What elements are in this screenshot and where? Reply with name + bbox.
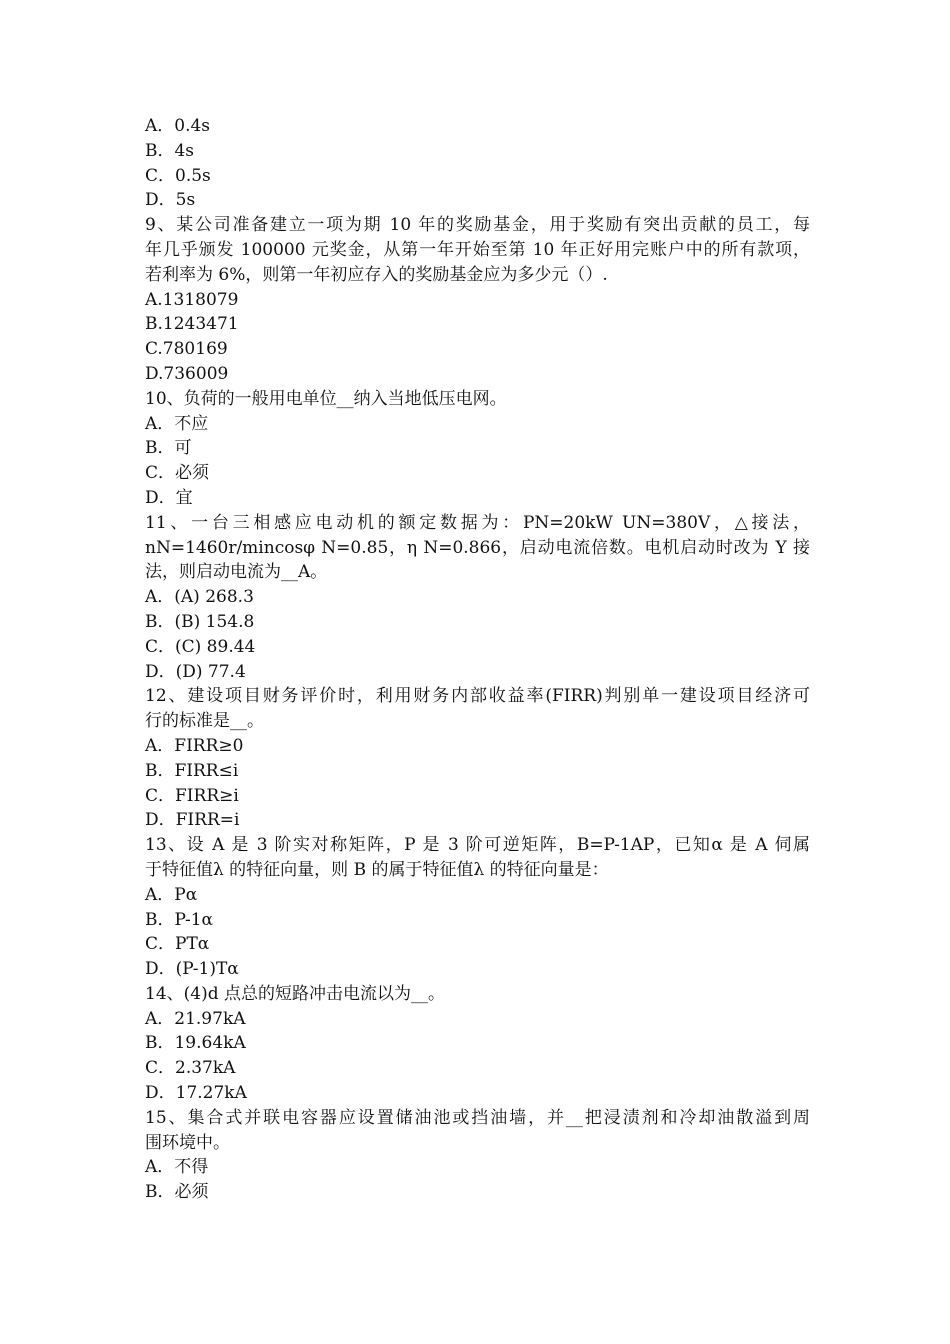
option-item: D.736009 [145, 363, 229, 384]
option-item: B．4s [145, 140, 195, 161]
option-item: A．Pα [145, 884, 198, 905]
option-list [145, 114, 810, 213]
question-text [145, 684, 810, 734]
question-line: 若利率为 6%，则第一年初应存入的奖励基金应为多少元（）. [145, 264, 608, 285]
option-item: A．0.4s [145, 116, 211, 136]
option-list [145, 734, 810, 833]
option-item: C．PTα [145, 934, 210, 955]
question-text [145, 213, 810, 287]
option-item: C.780169 [145, 339, 228, 360]
option-item: B．19.64kA [145, 1033, 246, 1054]
option-item: B.1243471 [145, 314, 239, 335]
question-line: 15、集合式并联电容器应设置储油池或挡油墙，并__把浸渍剂和冷却油散溢到周 [145, 1107, 810, 1128]
option-item: A．21.97kA [145, 1008, 246, 1029]
question-text [145, 1106, 810, 1156]
question-text [145, 982, 810, 1007]
question-line: nN=1460r/mincosφ N=0.85，η N=0.866，启动电流倍数。电机启动时改为 Y 接 [145, 537, 810, 558]
question-line: 年几乎颁发 100000 元奖金，从第一年开始至第 10 年正好用完账户中的所有款项， [145, 239, 810, 260]
question-line: 14、(4)d 点总的短路冲击电流以为__。 [145, 983, 445, 1004]
option-list [145, 412, 810, 511]
option-item: D．(D) 77.4 [145, 661, 246, 682]
option-item: C．FIRR≥i [145, 785, 239, 806]
option-list [145, 1007, 810, 1106]
question-line: 9、某公司准备建立一项为期 10 年的奖励基金，用于奖励有突出贡献的员工，每 [145, 215, 810, 236]
question-line: 于特征值λ 的特征向量，则 B 的属于特征值λ 的特征向量是： [145, 859, 609, 880]
option-item: B．P-1α [145, 909, 214, 930]
question-line: 11、一台三相感应电动机的额定数据为：PN=20kW UN=380V，△接法， [145, 512, 810, 533]
option-list [145, 1155, 810, 1205]
question-text [145, 833, 810, 883]
option-item: B．必须 [145, 1182, 209, 1203]
option-item: C．2.37kA [145, 1058, 236, 1079]
question-line: 12、建设项目财务评价时，利用财务内部收益率(FIRR)判别单一建设项目经济可 [145, 686, 810, 707]
option-item: D．(P-1)Tα [145, 959, 239, 980]
question-line: 10、负荷的一般用电单位__纳入当地低压电网。 [145, 388, 507, 409]
option-item: C．0.5s [145, 165, 211, 186]
question-line: 行的标准是__。 [145, 711, 264, 732]
option-list [145, 883, 810, 982]
option-item: A.1318079 [145, 289, 239, 310]
option-list [145, 288, 810, 387]
option-item: D．5s [145, 190, 196, 211]
option-item: A．不得 [145, 1157, 209, 1178]
option-item: D．FIRR=i [145, 810, 240, 831]
option-item: D．17.27kA [145, 1083, 247, 1104]
question-line: 法，则启动电流为__A。 [145, 562, 328, 583]
question-text [145, 387, 810, 412]
option-item: C．(C) 89.44 [145, 636, 256, 657]
exam-content [145, 114, 810, 1205]
option-item: D．宜 [145, 487, 193, 508]
option-list [145, 585, 810, 684]
option-item: C．必须 [145, 463, 210, 484]
question-line: 13、设 A 是 3 阶实对称矩阵，P 是 3 阶可逆矩阵，B=P-1AP，已知α 是 A 伺属 [145, 835, 810, 856]
option-item: B．FIRR≤i [145, 760, 239, 781]
option-item: A．FIRR≥0 [145, 735, 244, 756]
option-item: A．(A) 268.3 [145, 587, 254, 608]
question-line: 围环境中。 [145, 1132, 230, 1153]
option-item: B．可 [145, 438, 192, 459]
question-text [145, 511, 810, 585]
option-item: B．(B) 154.8 [145, 611, 255, 632]
option-item: A．不应 [145, 413, 209, 434]
